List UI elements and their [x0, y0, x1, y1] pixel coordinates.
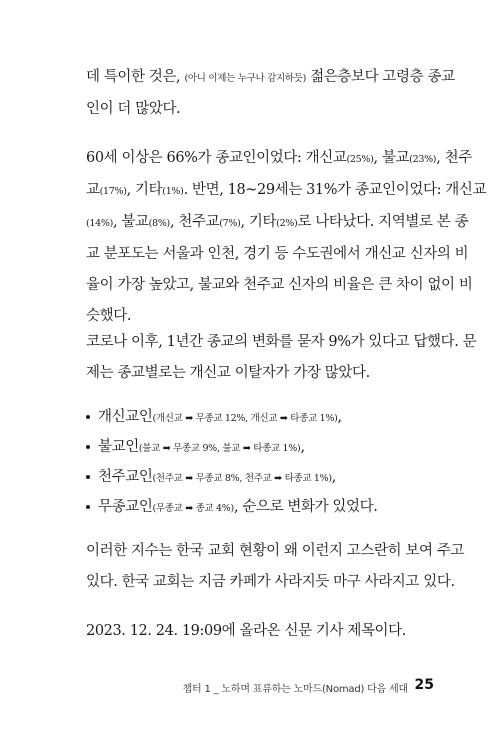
text-segment: , 천주	[436, 150, 472, 166]
paragraph-3-line-1: 코로나 이후, 1년간 종교의 변화를 묻자 9%가 있다고 답했다. 문	[86, 334, 477, 350]
list-item	[86, 463, 426, 493]
percent-note: (17%)	[99, 186, 127, 197]
bullet-icon	[86, 445, 90, 449]
list-item	[86, 433, 426, 463]
text-segment: 젊은층보다 고령층 종교	[305, 69, 455, 85]
paragraph-3	[86, 327, 477, 389]
small-note: (아니 이제는 누구나 감지하듯)	[184, 73, 306, 84]
list-item	[86, 493, 426, 523]
text-segment: , 기타	[240, 214, 277, 230]
percent-note: (23%)	[409, 154, 437, 165]
paragraph-4	[86, 536, 465, 598]
paragraph-1-line-2: 인이 더 많았다.	[86, 101, 181, 117]
paragraph-2-line-2	[86, 175, 487, 207]
page-footer	[0, 677, 500, 697]
text-segment: 로 나타났다. 지역별로 본 종	[297, 214, 469, 230]
paragraph-2-line-5: 율이 가장 높았고, 불교와 천주교 신자의 비율은 큰 차이 없이 비	[86, 277, 473, 293]
text-segment: , 천주교	[169, 214, 220, 230]
paragraph-1-line-1	[86, 62, 455, 94]
text-segment: 교	[86, 182, 100, 198]
list-item-tail: ,	[337, 409, 342, 425]
text-segment: , 불교	[373, 150, 410, 166]
text-segment: . 반면, 18~29세는 31%가 종교인이었다: 개신교	[183, 182, 487, 198]
percent-note: (1%)	[162, 186, 184, 197]
text-segment: 데 특이한 것은,	[86, 69, 185, 85]
list-item-label: 불교인	[98, 439, 139, 455]
list-item-detail: (개신교 ➡ 무종교 12%, 개신교 ➡ 타종교 1%)	[152, 413, 338, 424]
text-segment: , 불교	[113, 214, 149, 230]
list-item-tail: ,	[331, 469, 337, 485]
text-segment: 60세 이상은 66%가 종교인이었다: 개신교	[86, 150, 347, 166]
paragraph-4-line-2: 있다. 한국 교회는 지금 카페가 사라지듯 마구 사라지고 있다.	[86, 574, 455, 590]
paragraph-2-line-4: 교 분포도는 서울과 인천, 경기 등 수도권에서 개신교 신자의 비	[86, 246, 469, 262]
percent-note: (25%)	[346, 154, 374, 165]
text-segment: , 기타	[126, 182, 163, 198]
paragraph-3-line-2: 제는 종교별로는 개신교 이탈자가 가장 많았다.	[86, 365, 370, 381]
paragraph-4-line-1: 이러한 지수는 한국 교회 현황이 왜 이런지 고스란히 보여 주고	[86, 543, 465, 559]
list-item-detail: (무종교 ➡ 종교 4%)	[152, 503, 234, 514]
bullet-icon	[86, 505, 90, 509]
percent-note: (2%)	[276, 218, 298, 229]
bullet-icon	[86, 415, 90, 419]
percent-note: (14%)	[86, 218, 114, 229]
paragraph-2	[86, 143, 487, 332]
paragraph-1	[86, 62, 455, 125]
page-number: 25	[414, 677, 434, 693]
list-item-detail: (천주교 ➡ 무종교 8%, 천주교 ➡ 타종교 1%)	[152, 473, 332, 484]
list-item-label: 천주교인	[98, 469, 153, 485]
paragraph-2-line-1	[86, 143, 472, 175]
list-item-label: 무종교인	[98, 499, 153, 515]
list-item-label: 개신교인	[98, 409, 153, 425]
paragraph-2-line-3	[86, 207, 469, 239]
religion-change-list	[86, 403, 426, 523]
list-item	[86, 403, 426, 433]
running-title: 챕터 1 _ 노하며 표류하는 노마드(Nomad) 다음 세대	[182, 684, 408, 695]
bullet-icon	[86, 475, 90, 479]
paragraph-5	[86, 616, 422, 647]
list-item-detail: (불교 ➡ 무종교 9%, 불교 ➡ 타종교 1%)	[138, 443, 301, 454]
list-item-tail: , 순으로 변화가 있었다.	[233, 499, 378, 515]
percent-note: (8%)	[148, 218, 170, 229]
percent-note: (7%)	[219, 218, 241, 229]
list-item-tail: ,	[300, 439, 305, 455]
paragraph-2-line-6: 슷했다.	[86, 308, 132, 324]
paragraph-5-line-1: 2023. 12. 24. 19:09에 올라온 신문 기사 제목이다.	[86, 623, 406, 639]
